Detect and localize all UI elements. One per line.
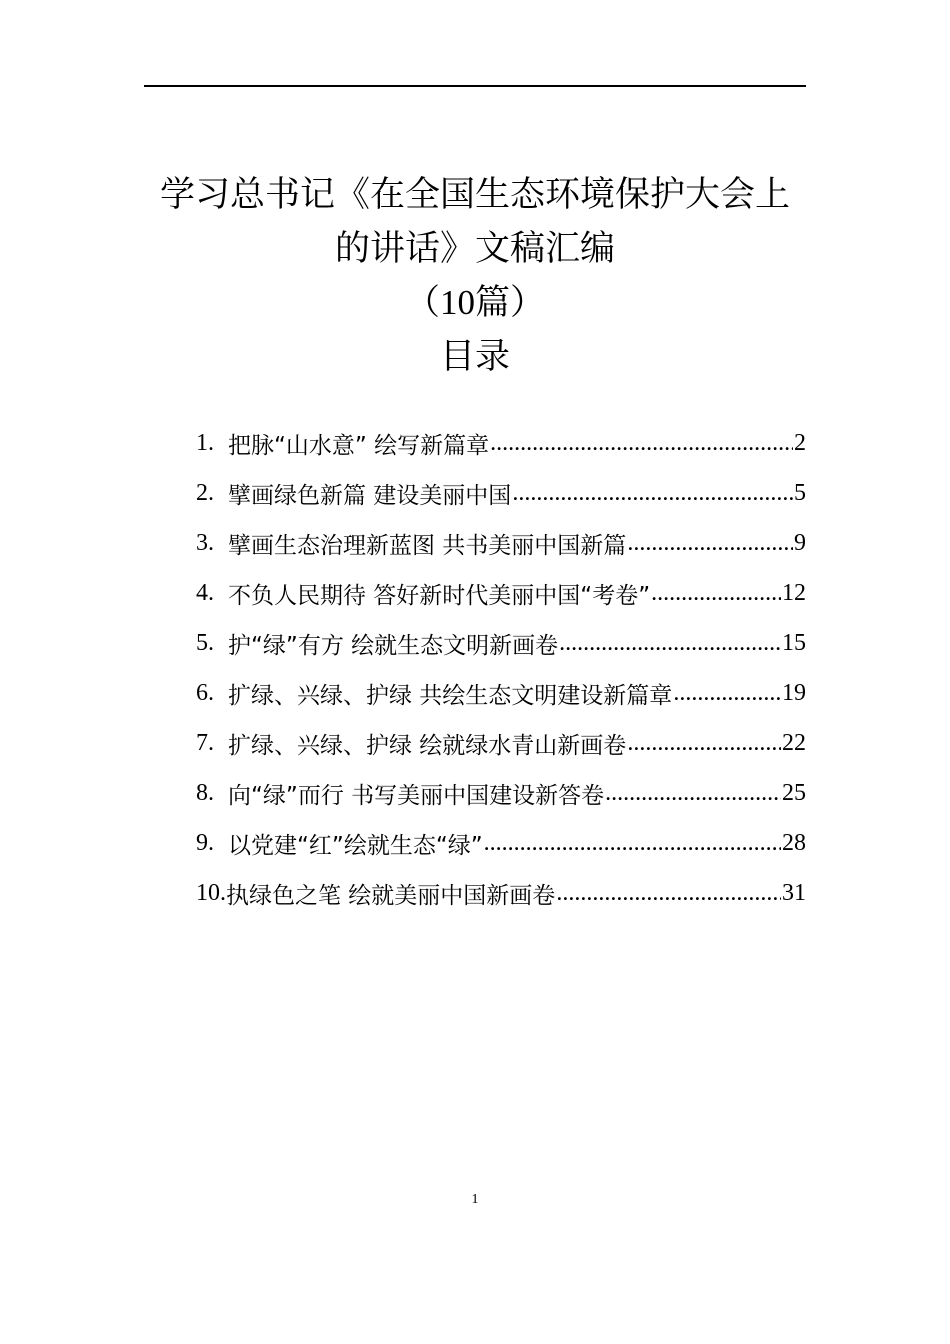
- toc-entry-3[interactable]: [196, 518, 806, 568]
- toc-leader-dots: [673, 678, 781, 708]
- toc-entry-title: 执绿色之笔 绘就美丽中国新画卷: [226, 882, 556, 909]
- toc-entry-number: 2.: [196, 479, 214, 506]
- toc-entry-title: 护“绿”有方 绘就生态文明新画卷: [228, 632, 559, 659]
- toc-entry-page: 25: [782, 779, 806, 806]
- toc-entry-number: 6.: [196, 679, 214, 706]
- toc-entry-number: 9.: [196, 829, 214, 856]
- toc-entry-2[interactable]: [196, 468, 806, 518]
- toc-entry-10[interactable]: [196, 868, 806, 918]
- toc-entry-1[interactable]: [196, 418, 806, 468]
- toc-entry-page: 22: [782, 729, 806, 756]
- toc-leader-dots: [556, 878, 781, 908]
- document-title-line-1: 学习总书记《在全国生态环境保护大会上: [159, 175, 790, 215]
- article-count: [120, 276, 830, 330]
- toc-entry-number: 5.: [196, 629, 214, 656]
- toc-entry-7[interactable]: [196, 718, 806, 768]
- page-number: 1: [471, 1192, 479, 1207]
- toc-entry-number: 4.: [196, 579, 214, 606]
- toc-entry-page: 28: [782, 829, 806, 856]
- toc-entry-6[interactable]: [196, 668, 806, 718]
- toc-entry-title: 向“绿”而行 书写美丽中国建设新答卷: [228, 782, 605, 809]
- toc-entry-title: 擘画生态治理新蓝图 共书美丽中国新篇: [228, 532, 627, 559]
- toc-entry-page: 9: [794, 529, 806, 556]
- toc-entry-number: 7.: [196, 729, 214, 756]
- toc-entry-title: 擘画绿色新篇 建设美丽中国: [228, 482, 512, 509]
- toc-heading: 目录: [439, 337, 510, 377]
- toc-entry-8[interactable]: [196, 768, 806, 818]
- toc-leader-dots: [651, 578, 781, 608]
- toc-entry-9[interactable]: [196, 818, 806, 868]
- header-rule: [144, 85, 806, 87]
- article-count-open: （: [404, 283, 440, 323]
- document-title-line-2: 的讲话》文稿汇编: [334, 229, 615, 269]
- toc-leader-dots: [512, 478, 793, 508]
- article-count-number: 10: [439, 283, 475, 322]
- toc-entry-page: 19: [782, 679, 806, 706]
- title-block: [120, 168, 830, 384]
- toc-entry-page: 5: [794, 479, 806, 506]
- toc-entry-page: 15: [782, 629, 806, 656]
- table-of-contents: [196, 418, 806, 918]
- toc-leader-dots: [627, 528, 793, 558]
- toc-entry-number: 3.: [196, 529, 214, 556]
- article-count-close: ）: [510, 283, 546, 323]
- toc-entry-title: 扩绿、兴绿、护绿 共绘生态文明建设新篇章: [228, 682, 673, 709]
- toc-leader-dots: [490, 428, 793, 458]
- toc-leader-dots: [559, 628, 781, 658]
- toc-entry-page: 2: [794, 429, 806, 456]
- toc-entry-number: 10.: [196, 879, 226, 906]
- toc-entry-title: 以党建“红”绘就生态“绿”: [228, 832, 483, 859]
- toc-entry-page: 12: [782, 579, 806, 606]
- toc-entry-5[interactable]: [196, 618, 806, 668]
- toc-entry-title: 把脉“山水意” 绘写新篇章: [228, 432, 490, 459]
- toc-entry-4[interactable]: [196, 568, 806, 618]
- toc-entry-number: 8.: [196, 779, 214, 806]
- article-count-unit: 篇: [474, 283, 510, 323]
- toc-entry-title: 扩绿、兴绿、护绿 绘就绿水青山新画卷: [228, 732, 627, 759]
- toc-entry-page: 31: [782, 879, 806, 906]
- toc-entry-title: 不负人民期待 答好新时代美丽中国“考卷”: [228, 582, 651, 609]
- toc-leader-dots: [627, 728, 781, 758]
- toc-entry-number: 1.: [196, 429, 214, 456]
- toc-leader-dots: [484, 828, 781, 858]
- toc-leader-dots: [605, 778, 781, 808]
